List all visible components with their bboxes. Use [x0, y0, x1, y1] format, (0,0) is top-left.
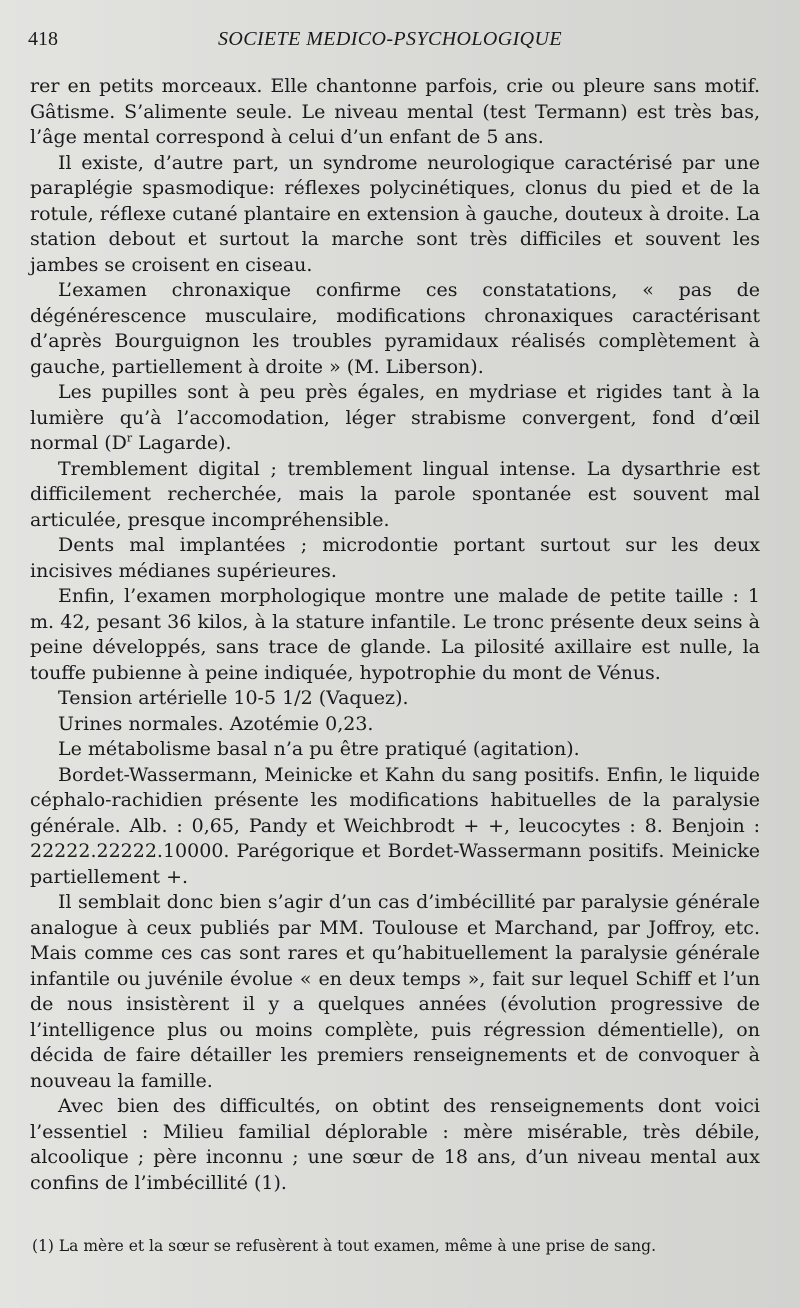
- paragraph-teeth: Dents mal implantées ; microdontie portant surtout sur les deux incisives médianes supérieures.: [30, 534, 760, 582]
- paragraph-blood-pressure: Tension artérielle 10-5 1/2 (Vaquez).: [58, 687, 409, 709]
- pupils-text: Les pupilles sont à peu près égales, en mydriase et rigides tant à la lumière qu’à l’accomodation, léger strabisme convergent, fond d’œil normal (D: [30, 381, 760, 454]
- doctor-superscript: r: [126, 431, 133, 445]
- running-title: SOCIETE MEDICO-PSYCHOLOGIQUE: [218, 28, 562, 50]
- paragraph-metabolism: Le métabolisme basal n’a pu être pratiqué (agitation).: [58, 738, 580, 760]
- body-text: [30, 74, 760, 1196]
- paragraph-serology: Bordet-Wassermann, Meinicke et Kahn du sang positifs. Enfin, le liquide céphalo-rachidien présente les modifications habituelles de la paralysie générale. Alb. : 0,65, Pandy et Weichbrodt + +, leucocytes : 8. Benjoin : 22222.22222.10000. Parégorique et Bordet-Wassermann positifs. Meinicke partiellement +.: [30, 763, 760, 888]
- paragraph-continuation: rer en petits morceaux. Elle chantonne parfois, crie ou pleure sans motif. Gâtisme. S’alimente seule. Le niveau mental (test Termann) est très bas, l’âge mental correspond à celui d’un enfant de 5 ans.: [30, 75, 760, 148]
- page-number: 418: [28, 28, 58, 50]
- paragraph-tremor: Tremblement digital ; tremblement lingual intense. La dysarthrie est difficilement recherchée, mais la parole spontanée est souvent mal articulée, presque incompréhensible.: [30, 457, 760, 531]
- paragraph-neurological-syndrome: Il existe, d’autre part, un syndrome neurologique caractérisé par une paraplégie spasmodique: réflexes polycinétiques, clonus du pied et de la rotule, réflexe cutané plantaire en extension à gauche, douteux à droite. La station debout et surtout la marche sont très difficiles et souvent les jambes se croisent en ciseau.: [30, 151, 760, 276]
- paragraph-urine: Urines normales. Azotémie 0,23.: [58, 712, 374, 735]
- footnote: (1) La mère et la sœur se refusèrent à tout examen, même à une prise de sang.: [32, 1237, 657, 1255]
- paragraph-family-history: Avec bien des difficultés, on obtint des renseignements dont voici l’essentiel : Milieu familial déplorable : mère misérable, très débile, alcoolique ; père inconnu ; une sœur de 18 ans, d’un niveau mental aux confins de l’imbécillité (1).: [30, 1095, 760, 1194]
- page-header: [28, 28, 768, 54]
- paragraph-chronaxic-exam: L’examen chronaxique confirme ces constatations, « pas de dégénérescence musculaire, modifications chronaxiques caractérisant d’après Bourguignon les troubles pyramidaux réalisés complètement à gauche, partiellement à droite » (M. Liberson).: [30, 279, 760, 378]
- pupils-text-tail: Lagarde).: [132, 432, 232, 454]
- paragraph-morphology: Enfin, l’examen morphologique montre une malade de petite taille : 1 m. 42, pesant 36 kilos, à la stature infantile. Le tronc présente deux seins à peine développés, sans trace de glande. La pilosité axillaire est nulle, la touffe pubienne à peine indiquée, hypotrophie du mont de Vénus.: [30, 585, 760, 684]
- paragraph-diagnosis: Il semblait donc bien s’agir d’un cas d’imbécillité par paralysie générale analogue à ceux publiés par MM. Toulouse et Marchand, par Joffroy, etc. Mais comme ces cas sont rares et qu’habituellement la paralysie générale infantile ou juvénile évolue « en deux temps », fait sur lequel Schiff et l’un de nous insistèrent il y a quelques années (évolution progressive de l’intelligence plus ou moins complète, puis régression démentielle), on décida de faire détailler les premiers renseignements et de convoquer à nouveau la famille.: [30, 891, 760, 1092]
- paragraph-pupils: [30, 380, 760, 457]
